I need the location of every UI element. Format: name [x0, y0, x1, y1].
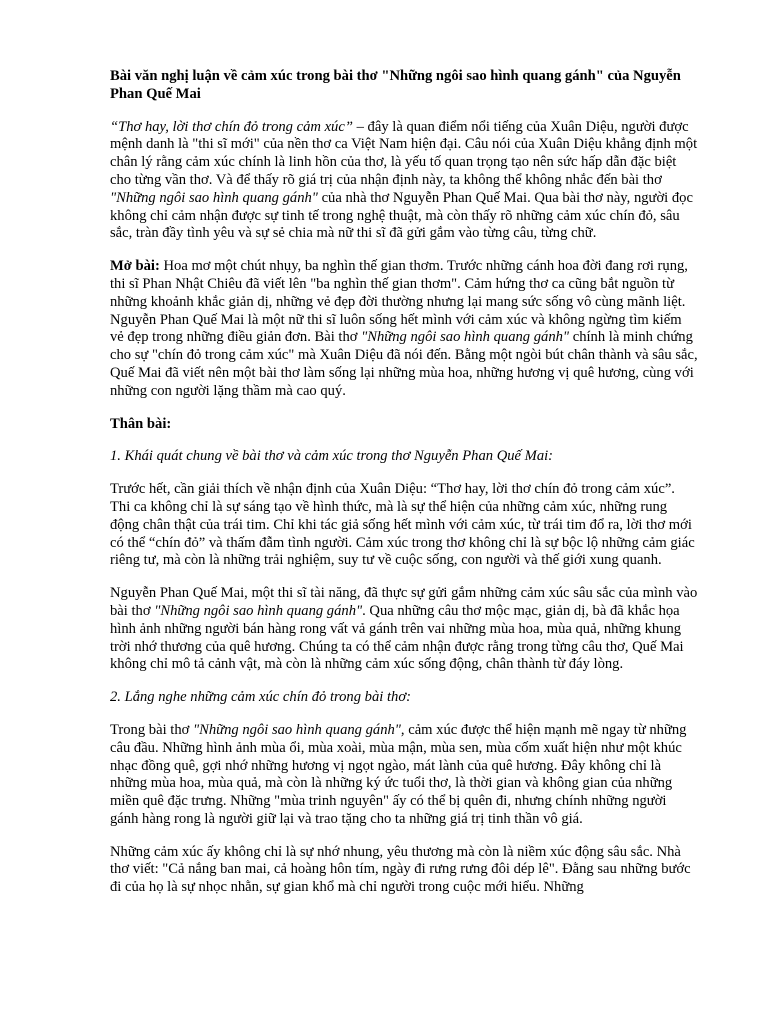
section-2-paragraph-1 [110, 722, 698, 829]
section-2-p1-text-b: , cảm xúc được thể hiện mạnh mẽ ngay từ những câu đầu. Những hình ảnh mùa ổi, mùa xoài, mùa mận, mùa sen, mùa cốm xuất hiện như một khúc nhạc đồng quê, gợi nhớ những hương vị ngọt ngào, mát lành của quê hương. Đây không chỉ là những mùa hoa, mùa quả, mà còn là những ký ức tuổi thơ, là thời gian và không gian của những miền quê đặc trưng. Những "mùa trinh nguyên" ấy có thể bị quên đi, nhưng chính những người gánh hàng rong là người giữ lại và trao tặng cho ta những giá trị tinh thần vô giá. [110, 721, 687, 827]
section-1-p2-text-b: . Qua những câu thơ mộc mạc, giản dị, bà đã khắc họa hình ảnh những người bán hàng rong vất vả gánh trên vai những mùa hoa, mùa quả, những khung trời nhớ thương của quê hương. Chúng ta có thể cảm nhận được rằng trong từng câu thơ, Quế Mai không chỉ mô tả cảnh vật, mà còn là những cảm xúc sống động, chân thành từ đáy lòng. [110, 602, 684, 673]
intro-paragraph [110, 119, 698, 244]
intro-poem-title: "Những ngôi sao hình quang gánh" [110, 189, 318, 206]
section-1-heading: 1. Khái quát chung về bài thơ và cảm xúc trong thơ Nguyễn Phan Quế Mai: [110, 448, 554, 465]
intro-text-2: của nhà thơ Nguyễn Phan Quế Mai. Qua bài thơ này, người đọc không chỉ cảm nhận được sự tinh tế trong nghệ thuật, mà còn thấy rõ những cảm xúc chín đỏ, sâu sắc, tràn đầy tình yêu và sự sẻ chia mà nữ thi sĩ đã gửi gắm vào từng câu, từng chữ. [110, 189, 693, 242]
mo-bai-text-2: chính là minh chứng cho sự "chín đỏ trong cảm xúc" mà Xuân Diệu đã nói đến. Bằng một ngòi bút chân thành và sâu sắc, Quế Mai đã viết nên một bài thơ làm sống lại những mùa hoa, những hương vị quê hương, cùng với những con người lặng thầm mà cao quý. [110, 329, 698, 399]
mo-bai-label: Mở bài: [110, 258, 160, 275]
section-1-p2-text-a: Nguyễn Phan Quế Mai, một thi sĩ tài năng, đã thực sự gửi gắm những cảm xúc sâu sắc của mình vào bài thơ [110, 585, 698, 619]
section-2-p1-poem-title: "Những ngôi sao hình quang gánh" [193, 721, 401, 738]
section-2-paragraph-2: Những cảm xúc ấy không chỉ là sự nhớ nhung, yêu thương mà còn là niềm xúc động sâu sắc. Nhà thơ viết: "Cả nắng ban mai, cả hoàng hôn tím, ngày đi rưng rưng đôi dép lê". Đằng sau những bước đi của họ là sự nhọc nhằn, sự gian khổ mà chỉ người trong cuộc mới hiểu. Những [110, 843, 691, 896]
section-1-paragraph-2 [110, 585, 698, 674]
intro-text-1: – đây là quan điểm nổi tiếng của Xuân Diệu, người được mệnh danh là "thi sĩ mới" của nền thơ ca Việt Nam hiện đại. Câu nói của Xuân Diệu khẳng định một chân lý rằng cảm xúc chính là linh hồn của thơ, là yếu tố quan trọng tạo nên sức hấp dẫn đặc biệt cho từng vần thơ. Và để thấy rõ giá trị của nhận định này, ta không thể không nhắc đến bài thơ [110, 118, 698, 188]
section-2-p1-text-a: Trong bài thơ [110, 721, 193, 738]
mo-bai-paragraph [110, 258, 698, 400]
than-bai-heading: Thân bài: [110, 415, 172, 432]
section-1-paragraph-1: Trước hết, cần giải thích về nhận định của Xuân Diệu: “Thơ hay, lời thơ chín đỏ trong cảm xúc”. Thi ca không chỉ là sự sáng tạo về hình thức, mà là sự thể hiện của những cảm xúc, những rung động chân thật của trái tim. Chỉ khi tác giả sống hết mình với cảm xúc, từ trái tim đổ ra, lời thơ mới có thể “chín đỏ” và thấm đẫm tình người. Cảm xúc trong thơ không chỉ là sự bộc lộ những cảm giác riêng tư, mà còn là những trải nghiệm, suy tư về cuộc sống, con người và thế giới xung quanh. [110, 481, 695, 569]
intro-quote: “Thơ hay, lời thơ chín đỏ trong cảm xúc” [110, 118, 353, 135]
mo-bai-poem-title: "Những ngôi sao hình quang gánh" [361, 329, 570, 346]
mo-bai-text-1: Hoa mơ một chút nhụy, ba nghìn thế gian thơm. Trước những cánh hoa đời đang rơi rụng, thi sĩ Phan Nhật Chiêu đã viết lên "ba nghìn thế gian thơm". Cảm hứng thơ ca cũng bắt nguồn từ những khoảnh khắc giản dị, những vẻ đẹp đời thường nhưng lại mang sức sống vô cùng mãnh liệt. Nguyễn Phan Quế Mai là một nữ thi sĩ luôn sống hết mình với cảm xúc và không ngừng tìm kiếm vẻ đẹp trong những điều giản đơn. Bài thơ [110, 258, 688, 346]
document-title: Bài văn nghị luận về cảm xúc trong bài thơ "Những ngôi sao hình quang gánh" của Nguyễn Phan Quế Mai [110, 68, 681, 102]
section-2-heading: 2. Lắng nghe những cảm xúc chín đỏ trong bài thơ: [110, 689, 411, 706]
section-1-p2-poem-title: "Những ngôi sao hình quang gánh" [154, 602, 363, 619]
